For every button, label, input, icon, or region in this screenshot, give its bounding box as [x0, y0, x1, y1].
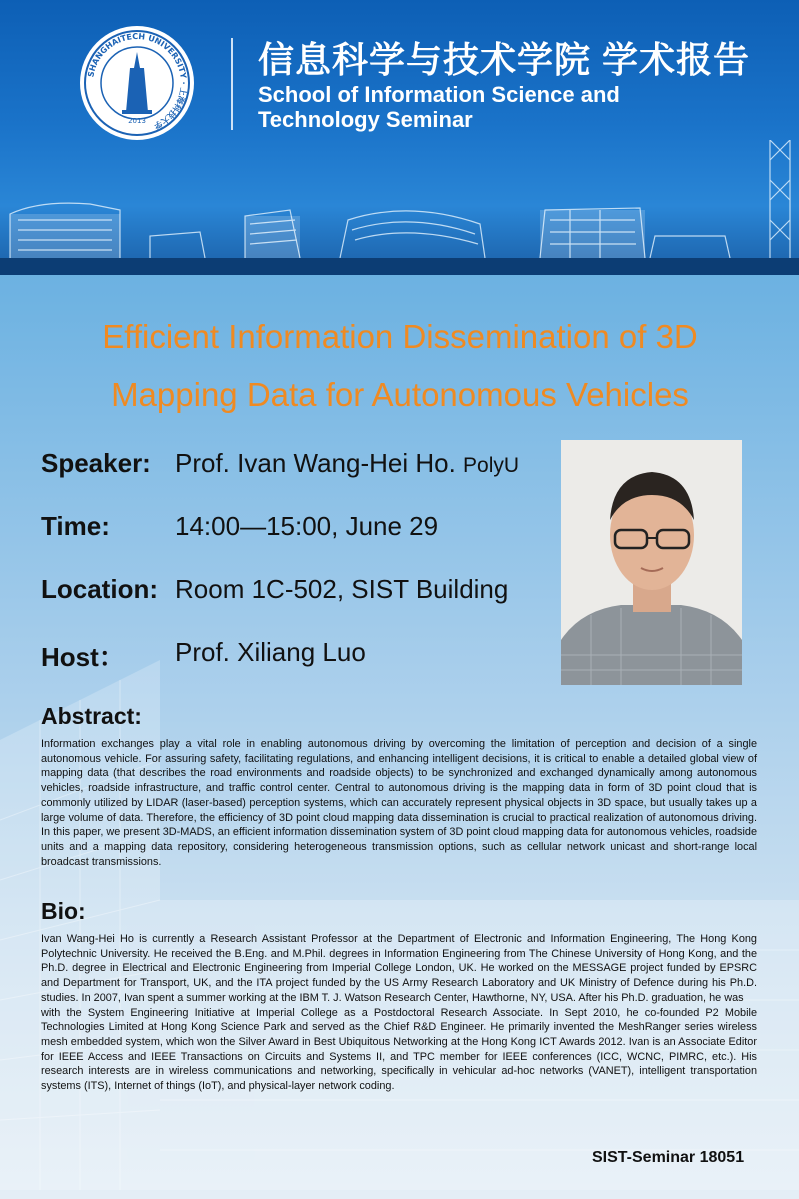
banner-bottom-strip: [0, 258, 799, 275]
location-label: Location:: [41, 574, 158, 604]
shanghaitech-logo: [78, 24, 196, 142]
abstract-heading: Abstract:: [41, 703, 142, 729]
svg-text:SHANGHAITECH UNIVERSITY · 上海科技: SHANGHAITECH UNIVERSITY · 上海科技大学: [86, 31, 189, 131]
bio-text-part2: with the System Engineering Initiative at Imperial College as a Postdoctoral Research Associate. In Sept 2010, he co-founded P2 Mobile Technologies Limited at Hong Kong Science Park and served as the Chief R&D Engineer. He primarily invented the MeshRanger series wireless mesh embedded system, which won the Silver Award in Best Ubiquitous Networking at the Hong Kong ICT Awards 2012. Ivan is an Associate Editor for IEEE Access and IEEE Transactions on Circuits and Systems II, and TPC member for IEEE conferences (ICC, WCNC, PIMRC, etc.). His research interests are in wireless communications and networking, specifically in vehicular ad-hoc networks (VANET), intelligent transportation systems (ITS), Internet of things (IoT), and physical-layer network coding.: [41, 1006, 757, 1093]
speaker-name: Prof. Ivan Wang-Hei Ho.: [175, 448, 456, 478]
school-name-english-line1: School of Information Science and: [258, 82, 620, 107]
svg-text:2013: 2013: [128, 117, 146, 125]
talk-title-line2: Mapping Data for Autonomous Vehicles: [111, 376, 689, 413]
talk-title: [40, 308, 760, 424]
bio-text: [41, 932, 757, 1094]
school-name-english: [258, 82, 620, 132]
school-name-chinese: 信息科学与技术学院 学术报告: [258, 39, 751, 80]
abstract-text: Information exchanges play a vital role in enabling autonomous driving by overcoming the limitation of perception and decision of a single autonomous vehicle. For assuring safety, facilitating regulations, and enhancing intelligent decisions, it is critical to enable a detailed global view of mapping data (that describes the road environments and roadside objects) to be synchronized and exchanged dynamically among autonomous vehicles, roadside infrastructure, and traffic control center. Central to autonomous driving is the mapping data in form of 3D point cloud that is commonly utilized by LIDAR (laser-based) perception systems, which can accurately represent physical objects in 3D space, but usually takes up a large volume of data. Therefore, the efficiency of 3D point cloud mapping data dissemination is crucial to practical realization of autonomous driving. In this paper, we present 3D-MADS, an efficient information dissemination system of 3D point cloud mapping data for autonomous vehicles, roadside units and a mapping data repository, considering heterogeneous transmission options, such as cellular network unicast and short-range local broadcast transmissions.: [41, 738, 757, 868]
bio-text-part1: Ivan Wang-Hei Ho is currently a Research Assistant Professor at the Department of Electronic and Information Engineering, The Hong Kong Polytechnic University. He received the B.Eng. and M.Phil. degrees in Information Engineering from The Chinese University of Hong Kong, and the Ph.D. degree in Electrical and Electronic Engineering from Imperial College London, UK. He worked on the MESSAGE project funded by EPSRC and Department for Transport, UK, and the ITA project funded by the US Army Research Laboratory and UK Ministry of Defence during his Ph.D. studies. In 2007, Ivan spent a summer working at the IBM T. J. Watson Research Center, Hawthorne, NY, USA. After his Ph.D. graduation, he was: [41, 933, 757, 1004]
talk-title-line1: Efficient Information Dissemination of 3D: [102, 318, 698, 355]
time-value: 14:00—15:00, June 29: [175, 511, 439, 541]
speaker-affiliation: PolyU: [463, 454, 520, 477]
host-value: Prof. Xiliang Luo: [175, 637, 366, 667]
speaker-label: Speaker:: [41, 448, 151, 478]
host-label: Host：: [41, 642, 125, 672]
seminar-code: SIST-Seminar 18051: [592, 1149, 745, 1166]
time-label: Time:: [41, 511, 110, 541]
speaker-value: [175, 448, 519, 479]
location-value: Room 1C-502, SIST Building: [175, 574, 509, 604]
bio-heading: Bio:: [41, 898, 86, 924]
speaker-photo: [561, 440, 742, 685]
school-name-english-line2: Technology Seminar: [258, 107, 473, 132]
header-banner: [0, 0, 799, 275]
header-divider: [231, 38, 233, 130]
campus-skyline-illustration: [0, 140, 799, 265]
